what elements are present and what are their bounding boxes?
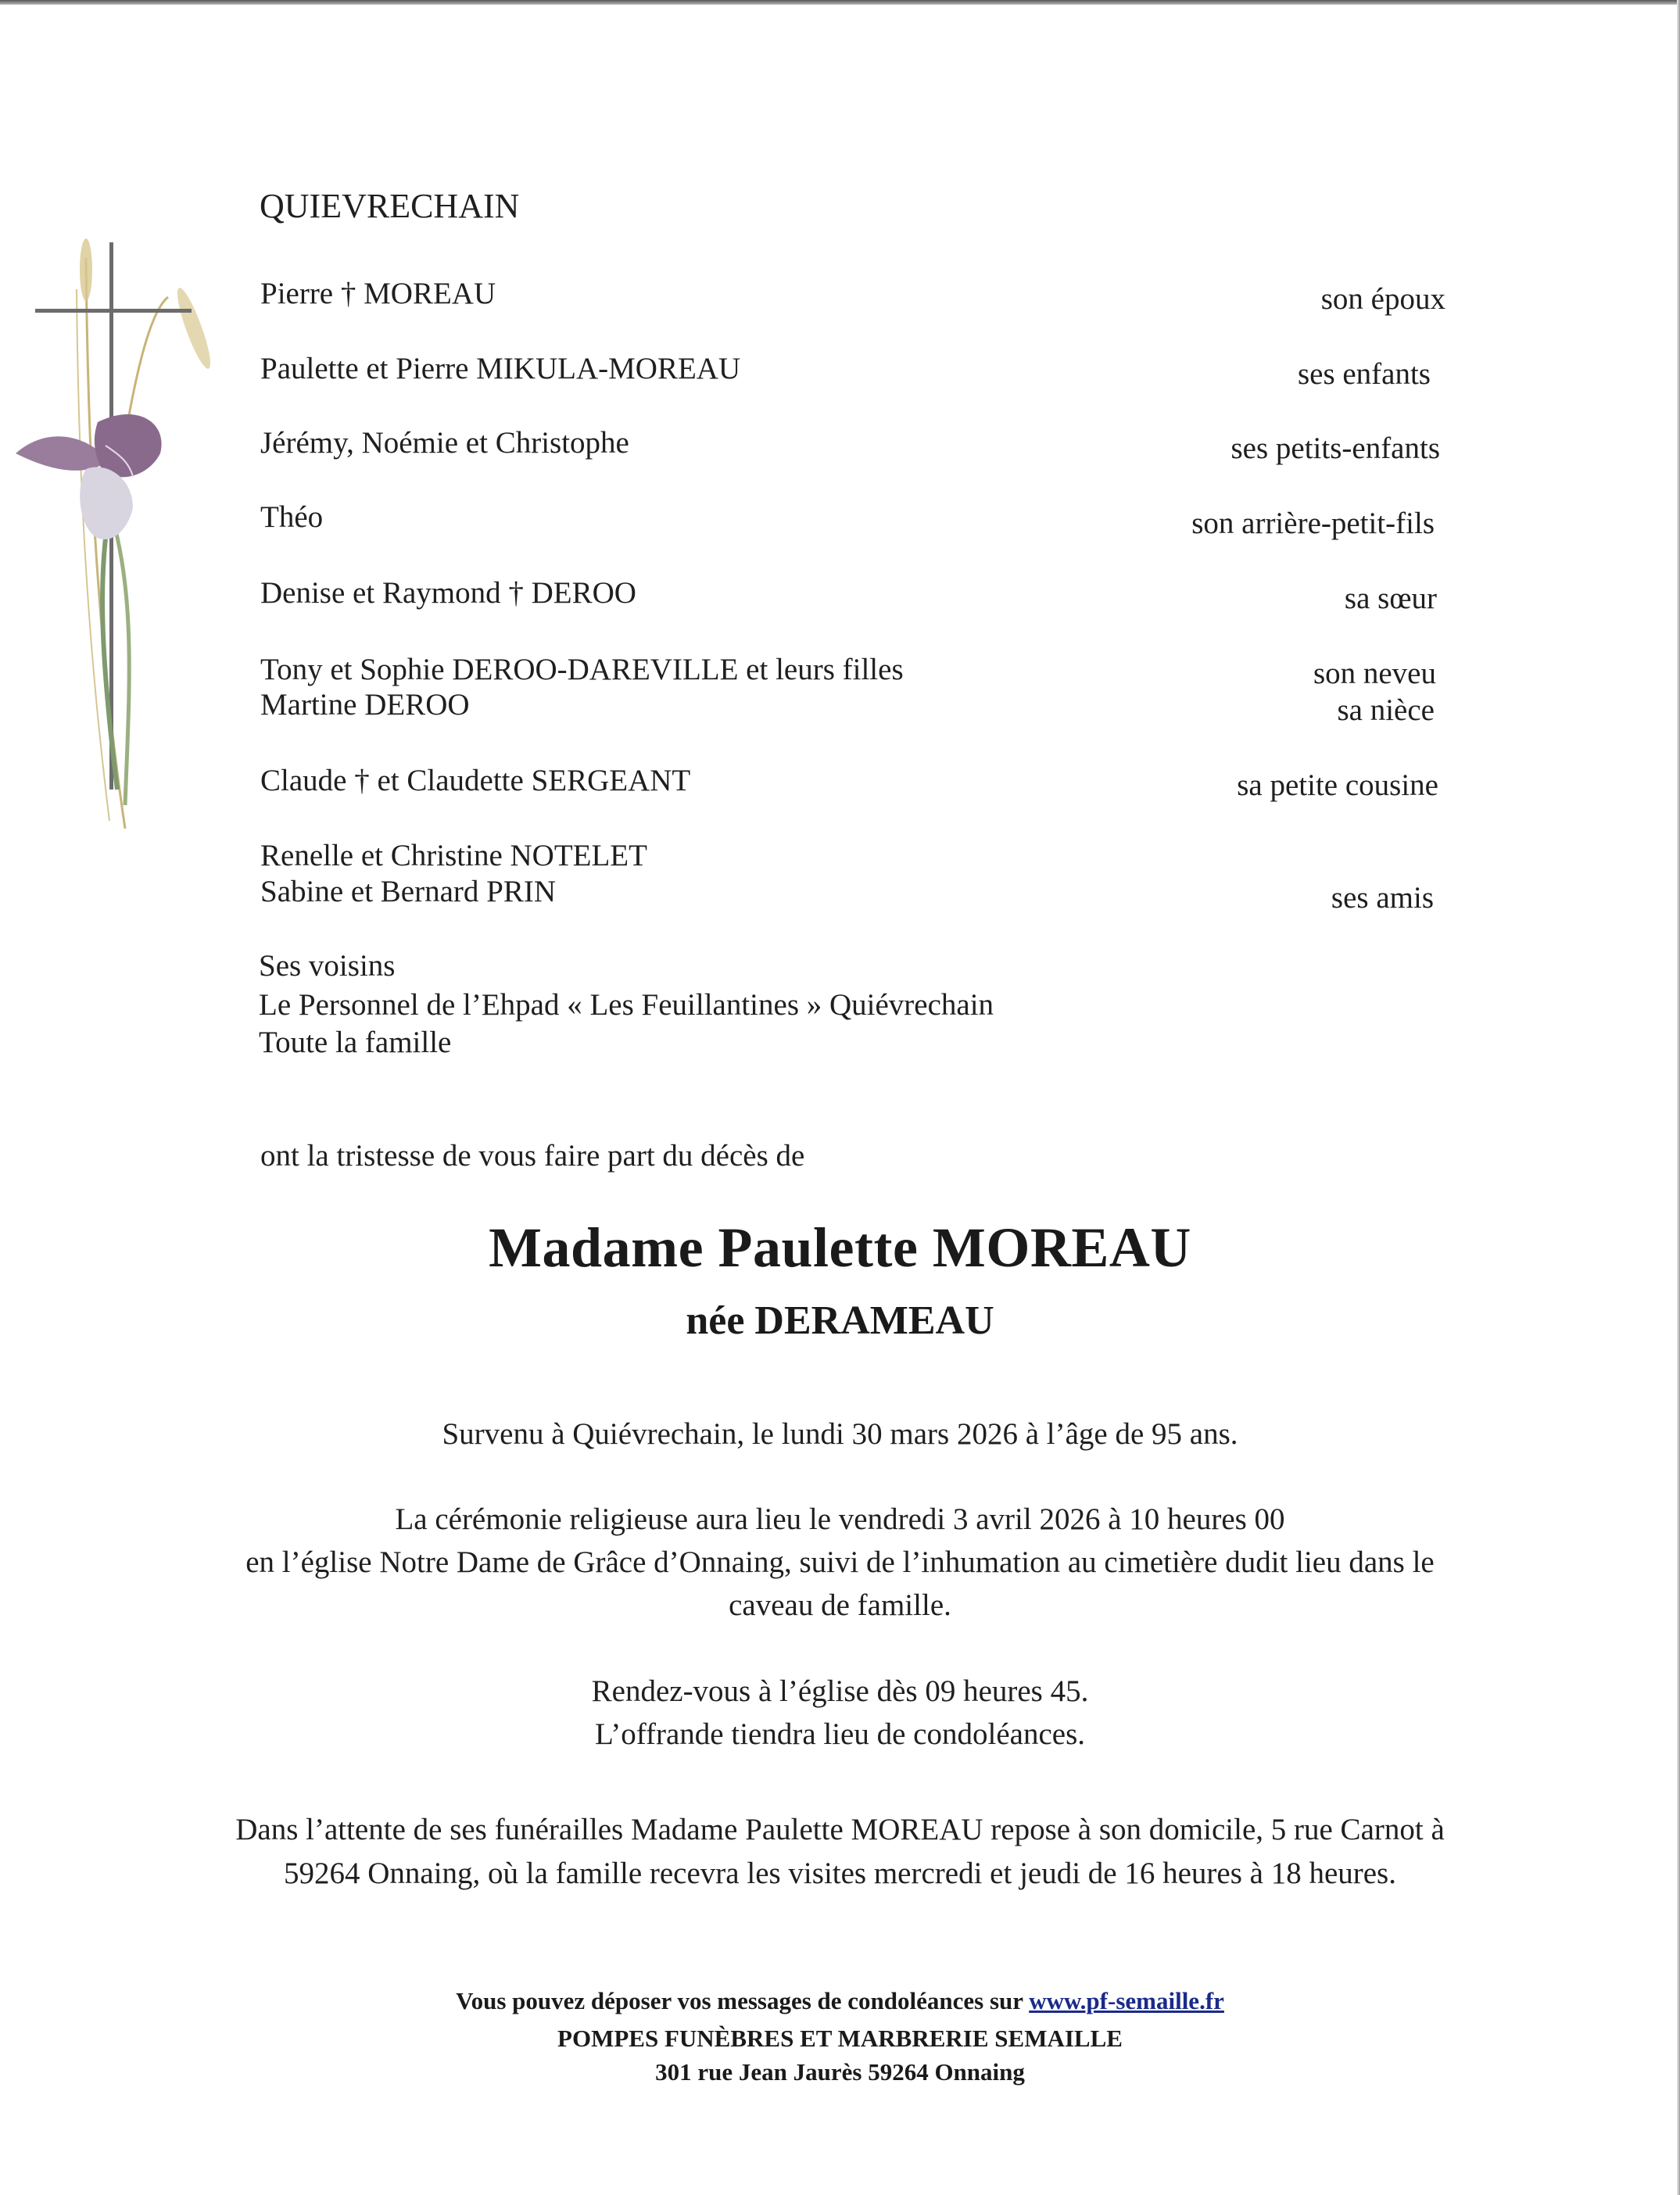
family-name: Pierre † MOREAU	[260, 277, 496, 310]
ceremony-line: caveau de famille.	[729, 1588, 951, 1622]
family-relation: son époux	[1320, 282, 1445, 316]
family-name: Sabine et Bernard PRIN	[260, 875, 557, 908]
ceremony-line: La cérémonie religieuse aura lieu le vendredi 3 avril 2026 à 10 heures 00	[395, 1502, 1285, 1536]
family-relation: ses enfants	[1297, 357, 1431, 391]
condolences-note	[0, 1987, 1680, 2015]
company-name: POMPES FUNÈBRES ET MARBRERIE SEMAILLE	[557, 2025, 1123, 2052]
visitation-line: 59264 Onnaing, où la famille recevra les visites mercredi et jeudi de 16 heures à 18 heures.	[283, 1857, 1396, 1890]
family-name: Le Personnel de l’Ehpad « Les Feuillantines » Quiévrechain	[259, 988, 994, 1022]
family-relation: ses petits-enfants	[1230, 431, 1440, 465]
family-relation: sa petite cousine	[1237, 768, 1438, 802]
condolences-text: Vous pouvez déposer vos messages de condoléances sur	[456, 1987, 1030, 2014]
maiden-name: née DERAMEAU	[686, 1298, 994, 1343]
family-relation: sa nièce	[1337, 693, 1435, 727]
visitation-line: Dans l’attente de ses funérailles Madame Paulette MOREAU repose à son domicile, 5 rue Carnot à	[235, 1813, 1445, 1846]
family-name: Denise et Raymond † DEROO	[260, 576, 636, 610]
family-name: Toute la famille	[259, 1026, 452, 1059]
family-relation: ses amis	[1331, 881, 1434, 915]
scan-edge-top	[0, 0, 1680, 5]
family-name: Claude † et Claudette SERGEANT	[260, 764, 691, 797]
family-relation: sa sœur	[1344, 582, 1437, 615]
ceremony-line: en l’église Notre Dame de Grâce d’Onnaing, suivi de l’inhumation au cimetière dudit lieu dans le	[245, 1545, 1435, 1579]
town-heading: QUIEVRECHAIN	[260, 187, 520, 225]
website-link[interactable]: www.pf-semaille.fr	[1029, 1987, 1224, 2014]
family-relation: son neveu	[1313, 657, 1436, 690]
death-notice: Survenu à Quiévrechain, le lundi 30 mars 2026 à l’âge de 95 ans.	[442, 1417, 1238, 1451]
family-name: Renelle et Christine NOTELET	[260, 839, 647, 872]
announcement-text: ont la tristesse de vous faire part du décès de	[260, 1139, 805, 1173]
family-name: Paulette et Pierre MIKULA-MOREAU	[260, 352, 741, 385]
meeting-line: Rendez-vous à l’église dès 09 heures 45.	[591, 1674, 1089, 1708]
family-name: Théo	[260, 500, 324, 534]
family-name: Martine DEROO	[260, 688, 470, 722]
company-address: 301 rue Jean Jaurès 59264 Onnaing	[655, 2058, 1025, 2086]
meeting-line: L’offrande tiendra lieu de condoléances.	[595, 1717, 1085, 1751]
family-name: Ses voisins	[259, 949, 396, 983]
family-name: Tony et Sophie DEROO-DAREVILLE et leurs filles	[260, 653, 904, 686]
family-relation: son arrière-petit-fils	[1191, 507, 1435, 540]
cross-with-lily-icon	[0, 227, 227, 836]
family-name: Jérémy, Noémie et Christophe	[260, 426, 629, 460]
deceased-name: Madame Paulette MOREAU	[489, 1216, 1191, 1279]
